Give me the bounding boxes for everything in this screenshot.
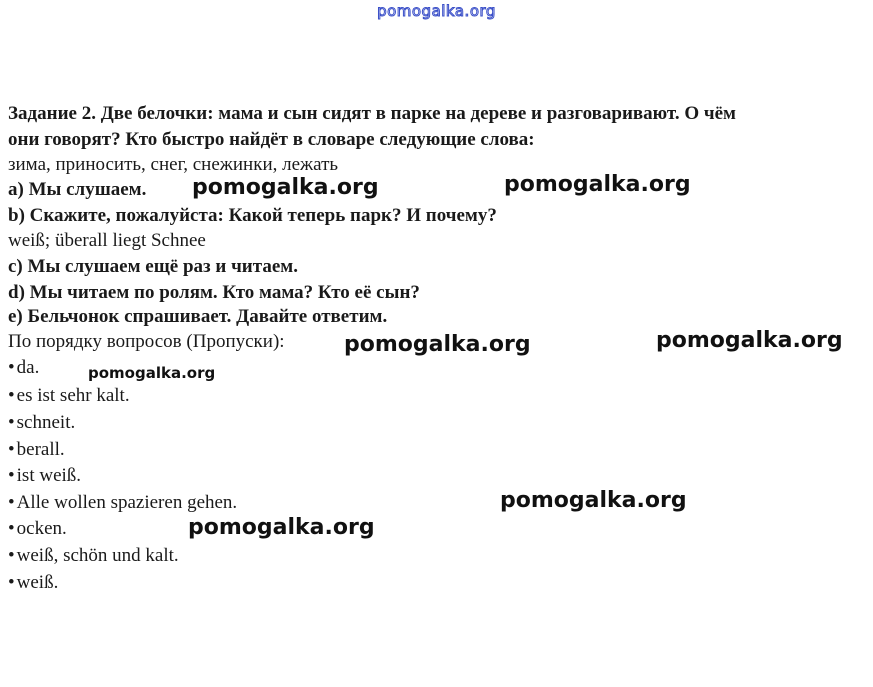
step-c: c) Мы слушаем ещё раз и читаем.	[8, 256, 298, 277]
step-e: e) Бельчонок спрашивает. Давайте ответим.	[8, 306, 388, 327]
header-watermark: pomogalka.org	[377, 2, 496, 20]
watermark: pomogalka.org	[500, 488, 687, 513]
task-heading-line2: они говорят? Кто быстро найдёт в словаре следующие слова:	[8, 129, 535, 150]
answer-item: • weiß, schön und kalt.	[8, 545, 179, 567]
answer-item: • weiß.	[8, 572, 58, 594]
answer-item: • ist weiß.	[8, 465, 81, 487]
watermark: pomogalka.org	[192, 175, 379, 200]
watermark: pomogalka.org	[88, 364, 216, 382]
watermark: pomogalka.org	[656, 328, 843, 353]
step-d: d) Мы читаем по ролям. Кто мама? Кто её сын?	[8, 282, 420, 303]
step-b: b) Скажите, пожалуйста: Какой теперь парк? И почему?	[8, 205, 497, 226]
answer-item: • ocken.	[8, 518, 67, 540]
vocabulary-words: зима, приносить, снег, снежинки, лежать	[8, 154, 339, 175]
order-note: По порядку вопросов (Пропуски):	[8, 331, 285, 352]
answer-item: • schneit.	[8, 412, 75, 434]
step-a: a) Мы слушаем.	[8, 179, 147, 200]
answer-item: • da.	[8, 357, 39, 379]
watermark: pomogalka.org	[504, 172, 691, 197]
watermark: pomogalka.org	[188, 515, 375, 540]
answer-item: • berall.	[8, 439, 65, 461]
step-b-answer: weiß; überall liegt Schnee	[8, 230, 206, 251]
answer-item: • es ist sehr kalt.	[8, 385, 130, 407]
watermark: pomogalka.org	[344, 332, 531, 357]
answer-item: • Alle wollen spazieren gehen.	[8, 492, 237, 514]
task-heading-line1: Задание 2. Две белочки: мама и сын сидят в парке на дереве и разговаривают. О чём	[8, 103, 736, 124]
